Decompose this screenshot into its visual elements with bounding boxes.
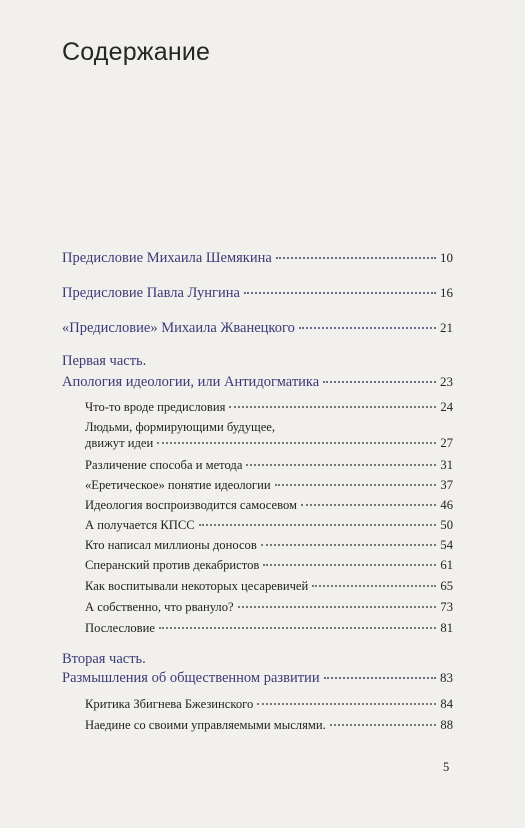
dot-leader bbox=[276, 257, 436, 259]
toc-chapter[interactable] bbox=[85, 621, 453, 636]
toc-entry-foreword-shemyakin[interactable] bbox=[62, 250, 453, 267]
toc-chapter[interactable] bbox=[85, 478, 453, 493]
toc-chapter-title: А получается КПСС bbox=[85, 518, 195, 532]
toc-page-number: 16 bbox=[440, 285, 453, 300]
toc-chapter[interactable] bbox=[85, 600, 453, 615]
dot-leader bbox=[299, 327, 436, 329]
toc-chapter-title: Что-то вроде предисловия bbox=[85, 400, 226, 414]
dot-leader bbox=[238, 606, 437, 608]
dot-leader bbox=[244, 292, 436, 294]
toc-page-number: 81 bbox=[440, 621, 453, 635]
toc-entry-title: «Предисловие» Михаила Жванецкого bbox=[62, 320, 295, 336]
dot-leader bbox=[263, 564, 436, 566]
toc-page-number: 84 bbox=[440, 697, 453, 711]
toc-chapter-title: Идеология воспроизводится самосевом bbox=[85, 498, 298, 512]
dot-leader bbox=[159, 627, 436, 629]
toc-entry-foreword-zhvanetsky[interactable] bbox=[62, 320, 453, 337]
dot-leader bbox=[275, 484, 437, 486]
dot-leader bbox=[323, 381, 436, 383]
toc-chapter[interactable] bbox=[85, 718, 453, 733]
toc-chapter-title: Сперанский против декабристов bbox=[85, 558, 260, 572]
toc-page-number: 73 bbox=[440, 600, 453, 614]
toc-entry-title: Размышления об общественном развитии bbox=[62, 670, 320, 686]
toc-chapter-title: А собственно, что рвануло? bbox=[85, 600, 234, 614]
toc-entry-part1[interactable] bbox=[62, 374, 453, 391]
dot-leader bbox=[157, 442, 436, 444]
toc-page-number: 10 bbox=[440, 250, 453, 265]
toc-chapter[interactable] bbox=[85, 579, 453, 594]
toc-page-number: 61 bbox=[440, 558, 453, 572]
toc-entry-title: Апология идеологии, или Антидогматика bbox=[62, 374, 320, 390]
toc-entry-title: Предисловие Михаила Шемякина bbox=[62, 250, 272, 266]
page-title: Содержание bbox=[62, 38, 211, 66]
dot-leader bbox=[330, 724, 437, 726]
toc-chapter[interactable] bbox=[85, 558, 453, 573]
dot-leader bbox=[261, 544, 437, 546]
toc-chapter[interactable] bbox=[85, 458, 453, 473]
toc-entry-title: Предисловие Павла Лунгина bbox=[62, 285, 240, 301]
toc-chapter-title: Наедине со своими управляемыми мыслями. bbox=[85, 718, 326, 732]
toc-entry-part2[interactable] bbox=[62, 670, 453, 687]
toc-chapter-title: Кто написал миллионы доносов bbox=[85, 538, 257, 552]
toc-chapter[interactable] bbox=[85, 518, 453, 533]
toc-chapter-title: движут идеи bbox=[85, 436, 154, 450]
toc-entry-foreword-lungin[interactable] bbox=[62, 285, 453, 302]
toc-page-number: 37 bbox=[440, 478, 453, 492]
toc-page-number: 23 bbox=[440, 374, 453, 389]
toc-page-number: 24 bbox=[440, 400, 453, 414]
toc-page-number: 65 bbox=[440, 579, 453, 593]
toc-page-number: 27 bbox=[440, 436, 453, 450]
toc-page-number: 88 bbox=[440, 718, 453, 732]
part-label: Первая часть. bbox=[62, 353, 147, 369]
page-number: 5 bbox=[443, 760, 450, 774]
dot-leader bbox=[301, 504, 436, 506]
toc-page-number: 31 bbox=[440, 458, 453, 472]
toc-chapter[interactable] bbox=[85, 697, 453, 712]
toc-chapter-title: Послесловие bbox=[85, 621, 155, 635]
toc-chapter-title: Критика Збигнева Бжезинского bbox=[85, 697, 254, 711]
toc-chapter-title-line1: Людьми, формирующими будущее, bbox=[85, 420, 276, 434]
dot-leader bbox=[312, 585, 436, 587]
dot-leader bbox=[199, 524, 437, 526]
dot-leader bbox=[229, 406, 436, 408]
toc-chapter[interactable] bbox=[85, 498, 453, 513]
toc-page-number: 50 bbox=[440, 518, 453, 532]
dot-leader bbox=[324, 677, 436, 679]
toc-page-number: 46 bbox=[440, 498, 453, 512]
toc-page-number: 54 bbox=[440, 538, 453, 552]
toc-chapter-title: Различение способа и метода bbox=[85, 458, 243, 472]
toc-chapter-title: «Еретическое» понятие идеологии bbox=[85, 478, 271, 492]
toc-chapter[interactable] bbox=[85, 538, 453, 553]
toc-chapter[interactable] bbox=[85, 436, 453, 451]
toc-page-number: 83 bbox=[440, 670, 453, 685]
toc-chapter-title: Как воспитывали некоторых цесаревичей bbox=[85, 579, 309, 593]
dot-leader bbox=[257, 703, 436, 705]
toc-page-number: 21 bbox=[440, 320, 453, 335]
dot-leader bbox=[246, 464, 436, 466]
part-label: Вторая часть. bbox=[62, 651, 146, 667]
toc-chapter[interactable] bbox=[85, 400, 453, 415]
